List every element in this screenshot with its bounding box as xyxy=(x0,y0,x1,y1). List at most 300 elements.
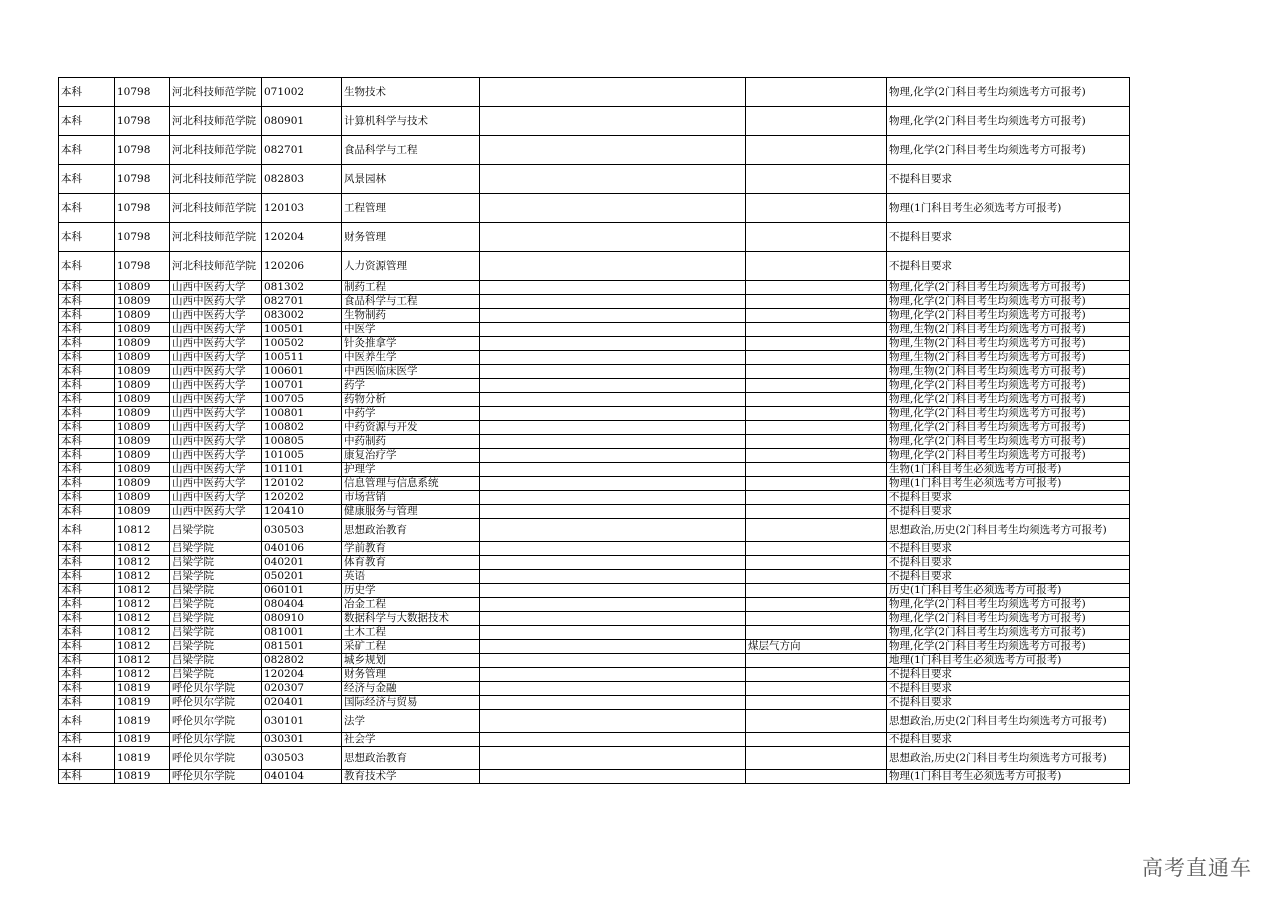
cell-school-code: 10812 xyxy=(115,654,170,668)
cell-note xyxy=(480,770,746,784)
cell-level: 本科 xyxy=(59,78,115,107)
cell-subject-requirement: 物理,化学(2门科目考生均须选考方可报考) xyxy=(887,379,1130,393)
cell-school-name: 河北科技师范学院 xyxy=(170,165,262,194)
table-row xyxy=(59,379,1130,393)
cell-direction xyxy=(746,710,887,733)
cell-level: 本科 xyxy=(59,309,115,323)
cell-major-name: 财务管理 xyxy=(342,668,480,682)
cell-major-name: 健康服务与管理 xyxy=(342,505,480,519)
cell-level: 本科 xyxy=(59,449,115,463)
cell-major-name: 社会学 xyxy=(342,733,480,747)
cell-note xyxy=(480,598,746,612)
cell-note xyxy=(480,640,746,654)
cell-school-name: 吕梁学院 xyxy=(170,668,262,682)
cell-level: 本科 xyxy=(59,477,115,491)
cell-school-name: 山西中医药大学 xyxy=(170,463,262,477)
cell-school-name: 山西中医药大学 xyxy=(170,449,262,463)
cell-school-code: 10819 xyxy=(115,682,170,696)
cell-subject-requirement: 物理,化学(2门科目考生均须选考方可报考) xyxy=(887,281,1130,295)
cell-school-name: 吕梁学院 xyxy=(170,598,262,612)
cell-subject-requirement: 物理(1门科目考生必须选考方可报考) xyxy=(887,477,1130,491)
cell-direction: 煤层气方向 xyxy=(746,640,887,654)
cell-subject-requirement: 物理,生物(2门科目考生均须选考方可报考) xyxy=(887,323,1130,337)
cell-direction xyxy=(746,365,887,379)
cell-note xyxy=(480,78,746,107)
cell-school-code: 10812 xyxy=(115,612,170,626)
cell-direction xyxy=(746,337,887,351)
cell-school-name: 山西中医药大学 xyxy=(170,281,262,295)
cell-school-name: 河北科技师范学院 xyxy=(170,223,262,252)
cell-major-code: 120206 xyxy=(262,252,342,281)
cell-school-name: 吕梁学院 xyxy=(170,519,262,542)
cell-level: 本科 xyxy=(59,252,115,281)
cell-major-code: 082701 xyxy=(262,295,342,309)
cell-subject-requirement: 物理,化学(2门科目考生均须选考方可报考) xyxy=(887,421,1130,435)
cell-subject-requirement: 物理(1门科目考生必须选考方可报考) xyxy=(887,770,1130,784)
cell-direction xyxy=(746,696,887,710)
cell-subject-requirement: 物理,生物(2门科目考生均须选考方可报考) xyxy=(887,365,1130,379)
cell-school-code: 10809 xyxy=(115,421,170,435)
cell-school-name: 山西中医药大学 xyxy=(170,309,262,323)
table-row xyxy=(59,393,1130,407)
cell-major-code: 030503 xyxy=(262,519,342,542)
table-row xyxy=(59,505,1130,519)
cell-school-name: 山西中医药大学 xyxy=(170,351,262,365)
cell-school-name: 吕梁学院 xyxy=(170,626,262,640)
cell-major-name: 食品科学与工程 xyxy=(342,136,480,165)
cell-level: 本科 xyxy=(59,407,115,421)
cell-school-code: 10798 xyxy=(115,194,170,223)
cell-subject-requirement: 思想政治,历史(2门科目考生均须选考方可报考) xyxy=(887,519,1130,542)
cell-major-name: 城乡规划 xyxy=(342,654,480,668)
table-row xyxy=(59,626,1130,640)
cell-direction xyxy=(746,252,887,281)
table-row xyxy=(59,435,1130,449)
cell-school-name: 河北科技师范学院 xyxy=(170,107,262,136)
cell-level: 本科 xyxy=(59,640,115,654)
cell-school-code: 10812 xyxy=(115,556,170,570)
cell-major-name: 中药资源与开发 xyxy=(342,421,480,435)
cell-direction xyxy=(746,435,887,449)
table-row xyxy=(59,136,1130,165)
cell-major-code: 040106 xyxy=(262,542,342,556)
cell-school-name: 河北科技师范学院 xyxy=(170,252,262,281)
cell-direction xyxy=(746,612,887,626)
cell-direction xyxy=(746,107,887,136)
cell-major-name: 经济与金融 xyxy=(342,682,480,696)
cell-note xyxy=(480,612,746,626)
table-row xyxy=(59,542,1130,556)
cell-direction xyxy=(746,733,887,747)
table-row xyxy=(59,710,1130,733)
cell-major-name: 制药工程 xyxy=(342,281,480,295)
cell-direction xyxy=(746,281,887,295)
cell-direction xyxy=(746,309,887,323)
cell-note xyxy=(480,710,746,733)
cell-school-name: 河北科技师范学院 xyxy=(170,194,262,223)
cell-subject-requirement: 物理,生物(2门科目考生均须选考方可报考) xyxy=(887,351,1130,365)
cell-major-code: 120410 xyxy=(262,505,342,519)
cell-note xyxy=(480,351,746,365)
cell-school-code: 10798 xyxy=(115,223,170,252)
cell-major-code: 040104 xyxy=(262,770,342,784)
cell-major-name: 法学 xyxy=(342,710,480,733)
cell-school-name: 呼伦贝尔学院 xyxy=(170,682,262,696)
cell-direction xyxy=(746,505,887,519)
table-row xyxy=(59,598,1130,612)
cell-school-code: 10798 xyxy=(115,107,170,136)
cell-school-code: 10812 xyxy=(115,668,170,682)
cell-major-name: 学前教育 xyxy=(342,542,480,556)
cell-school-name: 山西中医药大学 xyxy=(170,365,262,379)
cell-note xyxy=(480,747,746,770)
table-row xyxy=(59,747,1130,770)
table-row xyxy=(59,252,1130,281)
cell-school-name: 吕梁学院 xyxy=(170,570,262,584)
cell-major-name: 中药学 xyxy=(342,407,480,421)
cell-direction xyxy=(746,519,887,542)
cell-note xyxy=(480,393,746,407)
subject-requirements-table xyxy=(58,77,1130,784)
cell-school-code: 10809 xyxy=(115,379,170,393)
table-row xyxy=(59,491,1130,505)
cell-major-name: 国际经济与贸易 xyxy=(342,696,480,710)
cell-subject-requirement: 物理,化学(2门科目考生均须选考方可报考) xyxy=(887,393,1130,407)
cell-school-name: 呼伦贝尔学院 xyxy=(170,747,262,770)
cell-school-name: 河北科技师范学院 xyxy=(170,136,262,165)
cell-note xyxy=(480,309,746,323)
cell-major-code: 020401 xyxy=(262,696,342,710)
subject-requirements-table-container xyxy=(58,77,1129,784)
cell-subject-requirement: 不提科目要求 xyxy=(887,682,1130,696)
cell-school-name: 山西中医药大学 xyxy=(170,407,262,421)
cell-major-name: 药物分析 xyxy=(342,393,480,407)
cell-major-name: 食品科学与工程 xyxy=(342,295,480,309)
cell-level: 本科 xyxy=(59,351,115,365)
cell-subject-requirement: 生物(1门科目考生必须选考方可报考) xyxy=(887,463,1130,477)
table-row xyxy=(59,654,1130,668)
table-row xyxy=(59,421,1130,435)
cell-school-code: 10812 xyxy=(115,626,170,640)
cell-school-code: 10819 xyxy=(115,770,170,784)
cell-major-code: 082802 xyxy=(262,654,342,668)
cell-level: 本科 xyxy=(59,733,115,747)
cell-school-code: 10809 xyxy=(115,365,170,379)
cell-subject-requirement: 物理,化学(2门科目考生均须选考方可报考) xyxy=(887,612,1130,626)
cell-note xyxy=(480,477,746,491)
cell-level: 本科 xyxy=(59,710,115,733)
cell-major-name: 中医养生学 xyxy=(342,351,480,365)
cell-school-name: 吕梁学院 xyxy=(170,542,262,556)
cell-school-code: 10809 xyxy=(115,281,170,295)
table-row xyxy=(59,519,1130,542)
cell-school-code: 10819 xyxy=(115,733,170,747)
cell-subject-requirement: 物理,化学(2门科目考生均须选考方可报考) xyxy=(887,626,1130,640)
cell-major-code: 030101 xyxy=(262,710,342,733)
cell-note xyxy=(480,295,746,309)
cell-direction xyxy=(746,477,887,491)
cell-level: 本科 xyxy=(59,165,115,194)
cell-subject-requirement: 物理,化学(2门科目考生均须选考方可报考) xyxy=(887,136,1130,165)
cell-school-name: 吕梁学院 xyxy=(170,556,262,570)
cell-school-code: 10809 xyxy=(115,337,170,351)
table-row xyxy=(59,194,1130,223)
table-row xyxy=(59,612,1130,626)
cell-school-code: 10809 xyxy=(115,449,170,463)
cell-note xyxy=(480,435,746,449)
cell-subject-requirement: 不提科目要求 xyxy=(887,223,1130,252)
cell-note xyxy=(480,654,746,668)
cell-level: 本科 xyxy=(59,337,115,351)
cell-school-name: 山西中医药大学 xyxy=(170,421,262,435)
cell-direction xyxy=(746,747,887,770)
cell-school-name: 山西中医药大学 xyxy=(170,491,262,505)
cell-direction xyxy=(746,556,887,570)
cell-school-code: 10809 xyxy=(115,477,170,491)
cell-school-code: 10809 xyxy=(115,351,170,365)
cell-direction xyxy=(746,194,887,223)
table-row xyxy=(59,309,1130,323)
cell-note xyxy=(480,556,746,570)
cell-level: 本科 xyxy=(59,107,115,136)
cell-level: 本科 xyxy=(59,747,115,770)
cell-major-name: 冶金工程 xyxy=(342,598,480,612)
cell-level: 本科 xyxy=(59,598,115,612)
cell-major-name: 土木工程 xyxy=(342,626,480,640)
cell-major-code: 030503 xyxy=(262,747,342,770)
table-row xyxy=(59,477,1130,491)
cell-direction xyxy=(746,584,887,598)
cell-subject-requirement: 不提科目要求 xyxy=(887,491,1130,505)
cell-school-code: 10819 xyxy=(115,747,170,770)
cell-note xyxy=(480,542,746,556)
cell-direction xyxy=(746,770,887,784)
cell-school-code: 10798 xyxy=(115,252,170,281)
cell-major-name: 采矿工程 xyxy=(342,640,480,654)
cell-note xyxy=(480,505,746,519)
table-row xyxy=(59,733,1130,747)
cell-school-code: 10812 xyxy=(115,519,170,542)
cell-school-name: 山西中医药大学 xyxy=(170,393,262,407)
cell-note xyxy=(480,194,746,223)
cell-direction xyxy=(746,570,887,584)
cell-subject-requirement: 不提科目要求 xyxy=(887,668,1130,682)
cell-school-name: 山西中医药大学 xyxy=(170,477,262,491)
table-row xyxy=(59,365,1130,379)
cell-major-name: 市场营销 xyxy=(342,491,480,505)
cell-note xyxy=(480,519,746,542)
cell-major-code: 100601 xyxy=(262,365,342,379)
cell-note xyxy=(480,281,746,295)
cell-direction xyxy=(746,78,887,107)
cell-major-name: 中药制药 xyxy=(342,435,480,449)
cell-major-name: 数据科学与大数据技术 xyxy=(342,612,480,626)
cell-major-name: 针灸推拿学 xyxy=(342,337,480,351)
cell-direction xyxy=(746,626,887,640)
cell-major-code: 100802 xyxy=(262,421,342,435)
cell-note xyxy=(480,337,746,351)
cell-note xyxy=(480,252,746,281)
cell-major-name: 生物制药 xyxy=(342,309,480,323)
cell-level: 本科 xyxy=(59,435,115,449)
cell-school-name: 山西中医药大学 xyxy=(170,295,262,309)
cell-direction xyxy=(746,323,887,337)
cell-note xyxy=(480,449,746,463)
cell-major-name: 信息管理与信息系统 xyxy=(342,477,480,491)
cell-school-name: 山西中医药大学 xyxy=(170,323,262,337)
cell-note xyxy=(480,570,746,584)
cell-major-code: 060101 xyxy=(262,584,342,598)
cell-level: 本科 xyxy=(59,281,115,295)
cell-major-name: 康复治疗学 xyxy=(342,449,480,463)
cell-school-code: 10812 xyxy=(115,640,170,654)
cell-direction xyxy=(746,449,887,463)
cell-subject-requirement: 物理,生物(2门科目考生均须选考方可报考) xyxy=(887,337,1130,351)
table-row xyxy=(59,351,1130,365)
cell-major-code: 080404 xyxy=(262,598,342,612)
cell-subject-requirement: 物理,化学(2门科目考生均须选考方可报考) xyxy=(887,107,1130,136)
cell-school-code: 10809 xyxy=(115,393,170,407)
cell-school-code: 10798 xyxy=(115,136,170,165)
cell-level: 本科 xyxy=(59,626,115,640)
table-row xyxy=(59,281,1130,295)
cell-note xyxy=(480,668,746,682)
cell-note xyxy=(480,733,746,747)
cell-major-code: 050201 xyxy=(262,570,342,584)
cell-subject-requirement: 物理,化学(2门科目考生均须选考方可报考) xyxy=(887,598,1130,612)
cell-direction xyxy=(746,136,887,165)
cell-note xyxy=(480,463,746,477)
cell-major-code: 100501 xyxy=(262,323,342,337)
cell-level: 本科 xyxy=(59,584,115,598)
cell-major-code: 100705 xyxy=(262,393,342,407)
cell-note xyxy=(480,491,746,505)
cell-subject-requirement: 物理,化学(2门科目考生均须选考方可报考) xyxy=(887,435,1130,449)
cell-major-name: 英语 xyxy=(342,570,480,584)
table-row xyxy=(59,556,1130,570)
cell-subject-requirement: 思想政治,历史(2门科目考生均须选考方可报考) xyxy=(887,710,1130,733)
cell-direction xyxy=(746,295,887,309)
cell-note xyxy=(480,379,746,393)
table-row xyxy=(59,295,1130,309)
cell-school-name: 吕梁学院 xyxy=(170,584,262,598)
cell-note xyxy=(480,696,746,710)
cell-major-code: 030301 xyxy=(262,733,342,747)
cell-level: 本科 xyxy=(59,365,115,379)
cell-major-name: 财务管理 xyxy=(342,223,480,252)
cell-direction xyxy=(746,393,887,407)
cell-subject-requirement: 思想政治,历史(2门科目考生均须选考方可报考) xyxy=(887,747,1130,770)
table-row xyxy=(59,107,1130,136)
cell-note xyxy=(480,223,746,252)
table-row xyxy=(59,770,1130,784)
table-row xyxy=(59,463,1130,477)
cell-major-name: 体育教育 xyxy=(342,556,480,570)
cell-subject-requirement: 物理(1门科目考生必须选考方可报考) xyxy=(887,194,1130,223)
cell-major-code: 083002 xyxy=(262,309,342,323)
cell-school-code: 10809 xyxy=(115,309,170,323)
table-row xyxy=(59,570,1130,584)
cell-school-code: 10809 xyxy=(115,435,170,449)
cell-subject-requirement: 物理,化学(2门科目考生均须选考方可报考) xyxy=(887,78,1130,107)
cell-major-name: 工程管理 xyxy=(342,194,480,223)
cell-major-code: 071002 xyxy=(262,78,342,107)
cell-school-name: 呼伦贝尔学院 xyxy=(170,770,262,784)
cell-school-name: 山西中医药大学 xyxy=(170,435,262,449)
table-row xyxy=(59,449,1130,463)
cell-level: 本科 xyxy=(59,668,115,682)
cell-school-code: 10819 xyxy=(115,696,170,710)
cell-school-name: 呼伦贝尔学院 xyxy=(170,710,262,733)
cell-major-name: 中西医临床医学 xyxy=(342,365,480,379)
table-row xyxy=(59,682,1130,696)
cell-note xyxy=(480,626,746,640)
cell-note xyxy=(480,107,746,136)
cell-level: 本科 xyxy=(59,223,115,252)
cell-major-code: 100511 xyxy=(262,351,342,365)
cell-direction xyxy=(746,491,887,505)
cell-major-code: 120202 xyxy=(262,491,342,505)
cell-subject-requirement: 不提科目要求 xyxy=(887,556,1130,570)
cell-major-code: 120102 xyxy=(262,477,342,491)
cell-major-code: 100701 xyxy=(262,379,342,393)
table-row xyxy=(59,696,1130,710)
watermark-text: 高考直通车 xyxy=(1142,856,1252,880)
cell-level: 本科 xyxy=(59,136,115,165)
table-row xyxy=(59,337,1130,351)
cell-school-code: 10809 xyxy=(115,407,170,421)
cell-subject-requirement: 不提科目要求 xyxy=(887,252,1130,281)
cell-school-name: 山西中医药大学 xyxy=(170,505,262,519)
cell-level: 本科 xyxy=(59,323,115,337)
cell-school-code: 10809 xyxy=(115,505,170,519)
cell-level: 本科 xyxy=(59,770,115,784)
cell-level: 本科 xyxy=(59,682,115,696)
cell-subject-requirement: 不提科目要求 xyxy=(887,505,1130,519)
cell-direction xyxy=(746,463,887,477)
cell-level: 本科 xyxy=(59,654,115,668)
cell-school-code: 10812 xyxy=(115,542,170,556)
cell-level: 本科 xyxy=(59,463,115,477)
cell-subject-requirement: 物理,化学(2门科目考生均须选考方可报考) xyxy=(887,295,1130,309)
cell-level: 本科 xyxy=(59,542,115,556)
cell-direction xyxy=(746,351,887,365)
cell-school-code: 10812 xyxy=(115,584,170,598)
cell-level: 本科 xyxy=(59,570,115,584)
cell-school-code: 10798 xyxy=(115,78,170,107)
cell-note xyxy=(480,584,746,598)
cell-subject-requirement: 不提科目要求 xyxy=(887,696,1130,710)
cell-major-code: 081501 xyxy=(262,640,342,654)
cell-level: 本科 xyxy=(59,505,115,519)
cell-subject-requirement: 物理,化学(2门科目考生均须选考方可报考) xyxy=(887,640,1130,654)
cell-direction xyxy=(746,654,887,668)
cell-subject-requirement: 物理,化学(2门科目考生均须选考方可报考) xyxy=(887,407,1130,421)
cell-major-name: 生物技术 xyxy=(342,78,480,107)
cell-direction xyxy=(746,165,887,194)
cell-school-code: 10809 xyxy=(115,323,170,337)
cell-level: 本科 xyxy=(59,696,115,710)
cell-school-code: 10809 xyxy=(115,491,170,505)
cell-major-name: 风景园林 xyxy=(342,165,480,194)
cell-note xyxy=(480,407,746,421)
cell-major-code: 100502 xyxy=(262,337,342,351)
cell-direction xyxy=(746,379,887,393)
table-row xyxy=(59,584,1130,598)
cell-school-code: 10809 xyxy=(115,463,170,477)
cell-major-name: 中医学 xyxy=(342,323,480,337)
cell-direction xyxy=(746,598,887,612)
